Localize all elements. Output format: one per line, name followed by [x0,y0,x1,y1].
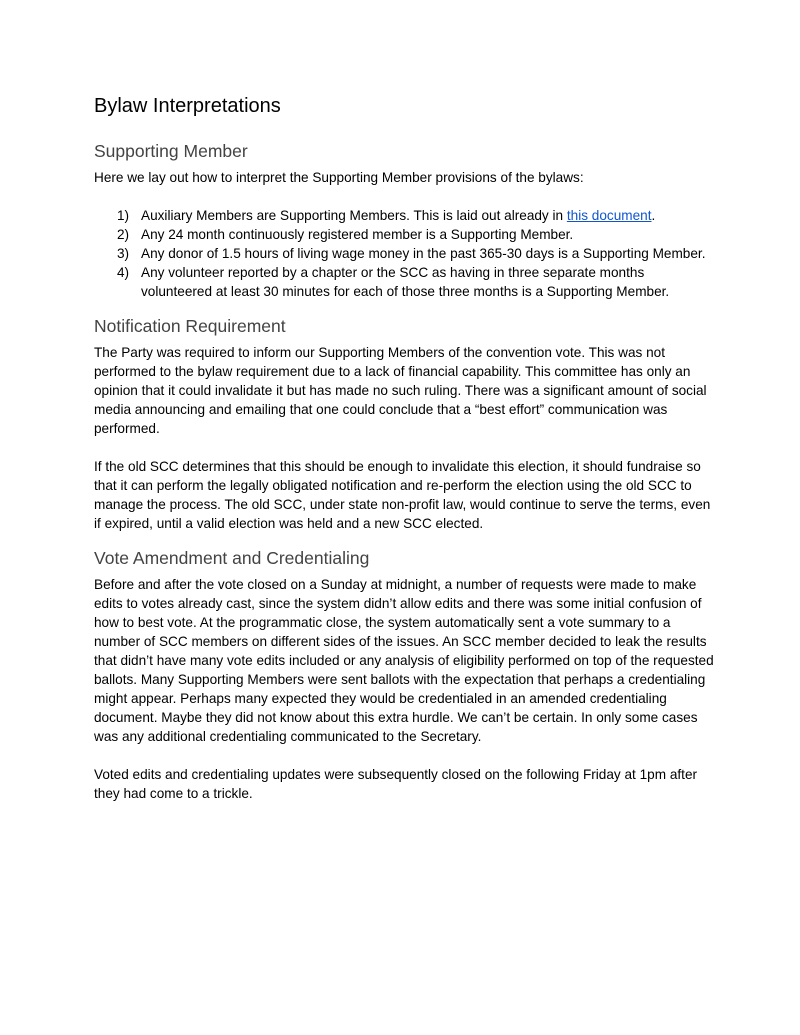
section-supporting-member [94,140,714,301]
supporting-member-intro: Here we lay out how to interpret the Supporting Member provisions of the bylaws: [94,170,584,185]
section-heading-notification: Notification Requirement [94,316,286,336]
section-notification-requirement [94,315,714,533]
list-item-text: Any donor of 1.5 hours of living wage money in the past 365-30 days is a Supporting Member. [141,246,706,261]
list-item-text: Any volunteer reported by a chapter or the SCC as having in three separate months volunteered at least 30 minutes for each of those three months is a Supporting Member. [141,265,670,299]
list-item-number: 2) [117,227,130,242]
this-document-link[interactable]: this document [566,208,652,223]
notification-paragraph-2: If the old SCC determines that this should be enough to invalidate this election, it should fundraise so that it can perform the legally obligated notification and re-perform the election using the old SCC to manage the process. The old SCC, under state non-profit law, would continue to serve the terms, even if expired, until a valid election was held and a new SCC elected. [94,459,711,531]
list-item-number: 4) [117,265,130,280]
list-item [94,225,714,244]
section-heading-supporting-member: Supporting Member [94,141,248,161]
list-item-number: 3) [117,246,130,261]
list-item [94,244,714,263]
list-item-number: 1) [117,208,130,223]
notification-paragraph-1: The Party was required to inform our Supporting Members of the convention vote. This was not performed to the bylaw requirement due to a lack of financial capability. This committee has only an opinion that it could invalidate it but has made no such ruling. There was a significant amount of social media announcing and emailing that one could conclude that a “best effort” communication was performed. [94,345,707,436]
supporting-member-list [94,206,714,301]
document-page [94,92,714,803]
document-title: Bylaw Interpretations [94,95,281,117]
section-vote-amendment [94,547,714,803]
list-item-text: Any 24 month continuously registered member is a Supporting Member. [141,227,574,242]
section-heading-vote-amendment: Vote Amendment and Credentialing [94,548,370,568]
list-item-period: . [651,208,656,223]
vote-amendment-paragraph-1: Before and after the vote closed on a Sunday at midnight, a number of requests were made to make edits to votes already cast, since the system didn’t allow edits and there was some initial confusion of how to best vote. At the programmatic close, the system automatically sent a vote summary to a number of SCC members on different sides of the issues. An SCC member decided to leak the results that didn’t have many vote edits included or any analysis of eligibility performed on top of the requested ballots. Many Supporting Members were sent ballots with the expectation that perhaps a credentialing might appear. Perhaps many expected they would be credentialed in an amended credentialing document. Maybe they did not know about this extra hurdle. We can’t be certain. In only some cases was any additional credentialing communicated to the Secretary. [94,577,714,744]
list-item [94,206,714,225]
list-item [94,263,714,301]
vote-amendment-paragraph-2: Voted edits and credentialing updates were subsequently closed on the following Friday at 1pm after they had come to a trickle. [94,767,698,801]
list-item-text: Auxiliary Members are Supporting Members. This is laid out already in [141,208,567,223]
